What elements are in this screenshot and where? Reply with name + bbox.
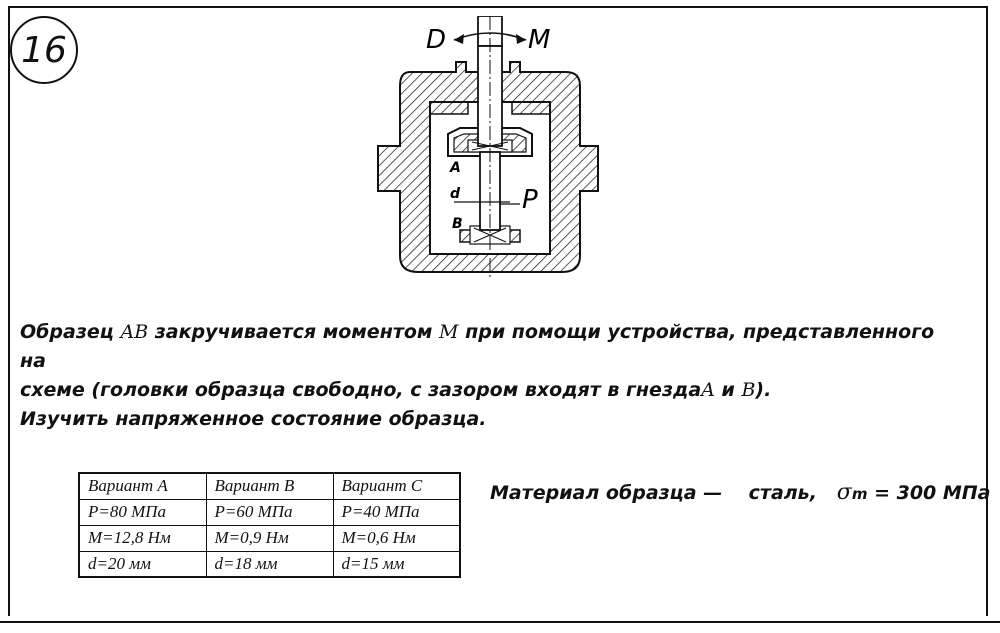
sigma-value: = 300 МПа: [867, 482, 991, 504]
table-row: [79, 473, 460, 499]
problem-line-3: Изучить напряженное состояние образца.: [20, 408, 487, 430]
problem-statement: [20, 318, 960, 434]
text-fragment: ).: [755, 379, 772, 401]
table-row: [79, 499, 460, 525]
material-value: сталь,: [748, 482, 817, 504]
table-cell: P=60 МПа: [206, 499, 333, 525]
sigma-symbol: σ: [836, 480, 852, 505]
device-drawing: [360, 16, 600, 286]
material-spec: [490, 480, 991, 505]
variants-table: [78, 472, 461, 578]
table-cell: P=40 МПа: [333, 499, 460, 525]
label-moment: M: [528, 25, 551, 55]
text-fragment: и: [714, 379, 742, 401]
specimen-label: AB: [120, 321, 149, 343]
table-cell: d=15 мм: [333, 551, 460, 577]
problem-line-1: [20, 318, 960, 376]
label-diameter: d: [450, 186, 461, 202]
top-collar-left: [430, 102, 468, 114]
text-fragment: Образец: [20, 321, 121, 343]
problem-number-badge: [10, 16, 78, 84]
socket-b-symbol: B: [741, 379, 756, 401]
table-cell: Вариант B: [206, 473, 333, 499]
moment-symbol: M: [439, 321, 459, 343]
text-fragment: при помощи устройства, представленного на: [20, 321, 935, 372]
problem-number: 16: [21, 29, 67, 71]
table-row: [79, 551, 460, 577]
table-cell: P=80 МПа: [79, 499, 206, 525]
sigma-subscript: m: [851, 485, 868, 503]
label-d-torque: D: [426, 25, 447, 55]
table-cell: d=20 мм: [79, 551, 206, 577]
table-cell: Вариант C: [333, 473, 460, 499]
label-point-a: A: [450, 160, 461, 176]
socket-a-symbol: A: [701, 379, 715, 401]
frame-bottom-line: [0, 621, 1000, 623]
problem-line-2: [20, 376, 960, 405]
frame-right-line: [986, 6, 988, 616]
table-cell: d=18 мм: [206, 551, 333, 577]
table-cell: M=0,9 Нм: [206, 525, 333, 551]
text-fragment: закручивается моментом: [148, 321, 440, 343]
label-pressure: P: [522, 185, 538, 215]
table-cell: M=0,6 Нм: [333, 525, 460, 551]
label-point-b: B: [452, 216, 463, 232]
table-row: [79, 525, 460, 551]
table-cell: M=12,8 Нм: [79, 525, 206, 551]
material-label: Материал образца —: [490, 482, 723, 504]
frame-left-line: [8, 6, 10, 616]
text-fragment: схеме (головки образца свободно, с зазором входят в гнезда: [20, 379, 702, 401]
top-collar-right: [512, 102, 550, 114]
frame-top-line: [8, 6, 988, 8]
table-cell: Вариант A: [79, 473, 206, 499]
